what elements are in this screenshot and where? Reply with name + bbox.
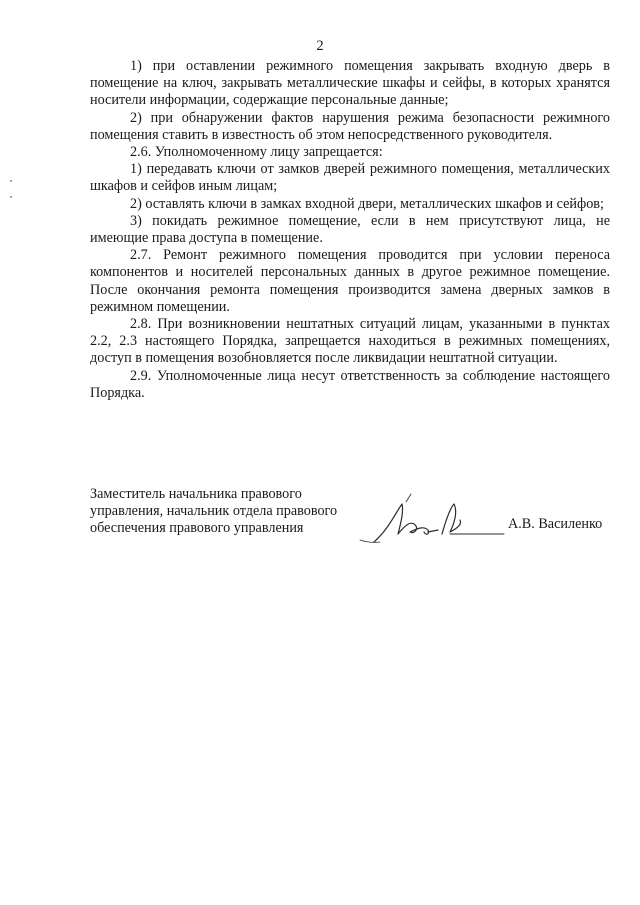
- scan-speck: [10, 196, 12, 198]
- page-number: 2: [316, 38, 324, 54]
- position-line-1: Заместитель начальника правового: [90, 486, 302, 502]
- position-line-2: управления, начальник отдела правового: [90, 503, 338, 520]
- scan-speck: [10, 180, 12, 182]
- position-line-3: обеспечения правового управления: [90, 520, 304, 537]
- signature-stroke-tail: [360, 540, 380, 542]
- document-body: [90, 58, 610, 402]
- paragraph-prohibition-3: 3) покидать режимное помещение, если в нем присутствуют лица, не имеющие права доступа в помещение.: [90, 212, 610, 247]
- handwritten-signature: [358, 490, 508, 552]
- paragraph-prohibition-2: 2) оставлять ключи в замках входной двери, металлических шкафов и сейфов;: [130, 195, 604, 212]
- signature-block: [90, 486, 610, 556]
- paragraph-2-6-prohibitions: 2.6. Уполномоченному лицу запрещается:: [130, 144, 383, 161]
- signatory-name: А.В. Василенко: [508, 516, 603, 532]
- signatory-position: [90, 486, 390, 538]
- paragraph-prohibition-1: 1) передавать ключи от замков дверей режимного помещения, металлических шкафов и сейфов иным лицам;: [90, 161, 610, 195]
- paragraph-2-8-emergency: 2.8. При возникновении нештатных ситуаций лицам, указанными в пунктах 2.2, 2.3 настоящего Порядка, запрещается находиться в режимных помещениях, доступ в помещения возобновляется после ликвидации нештатной ситуации.: [90, 316, 610, 367]
- signature-stroke-main: [374, 504, 461, 542]
- paragraph-2-7-repair: 2.7. Ремонт режимного помещения проводится при условии переноса компонентов и носителей персональных данных в другое режимное помещение. После окончания ремонта помещения производится замена дверных замков в режимном помещении.: [90, 247, 610, 315]
- paragraph-2-report-violations: 2) при обнаружении фактов нарушения режима безопасности режимного помещения ставить в известность об этом непосредственного руководителя.: [90, 109, 610, 143]
- paragraph-2-9-responsibility: 2.9. Уполномоченные лица несут ответственность за соблюдение настоящего Порядка.: [90, 367, 610, 401]
- paragraph-1-lock-door: 1) при оставлении режимного помещения закрывать входную дверь в помещение на ключ, закрывать металлические шкафы и сейфы, в которых хранятся носители информации, содержащие персональные данные;: [90, 58, 610, 109]
- signature-strokes: [360, 494, 504, 542]
- signature-tick: [406, 494, 411, 502]
